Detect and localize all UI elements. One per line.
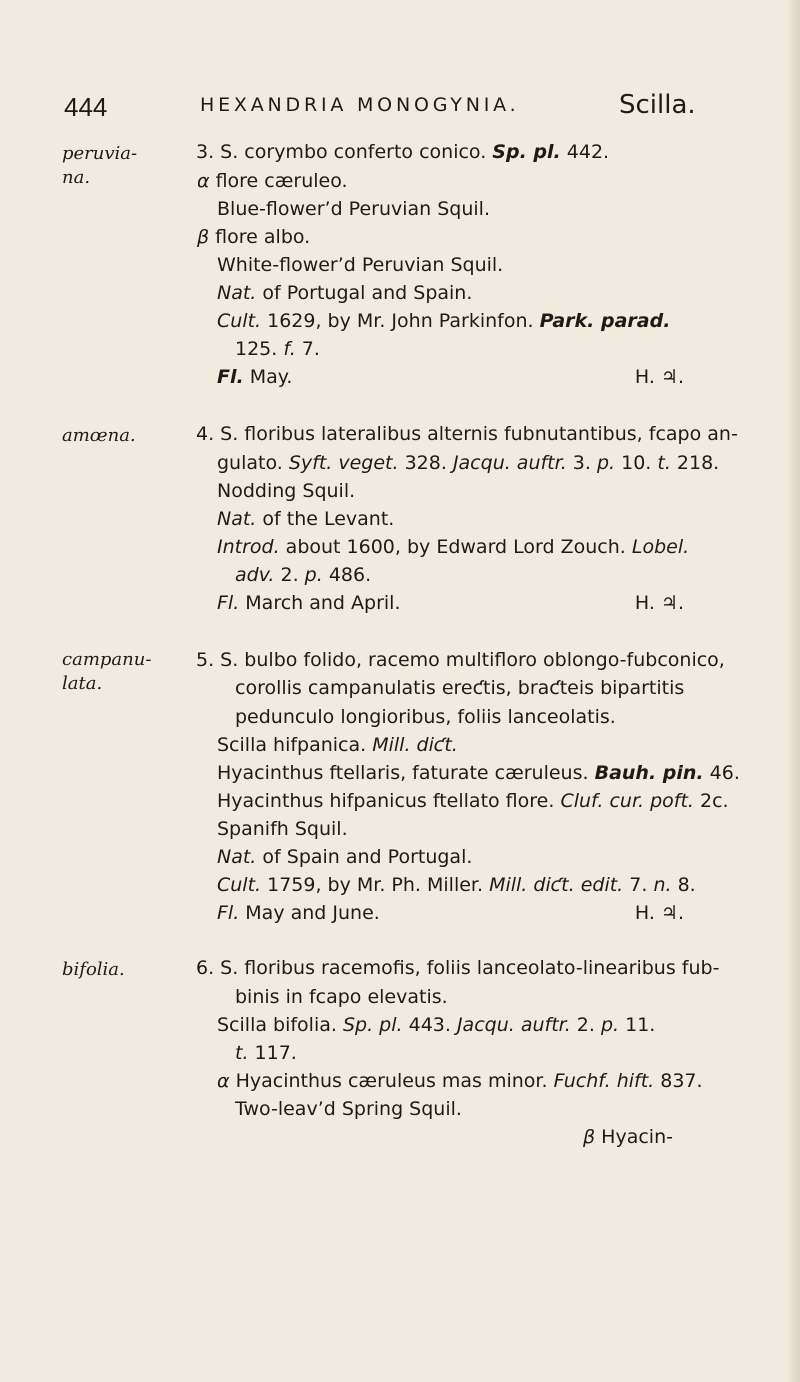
margin-label: amœna. (62, 425, 136, 446)
entry-line: Scilla hifpanica. Mill. diƈt. (217, 734, 458, 756)
entry-line: Cult. 1629, by Mr. John Parkinfon. Park. parad. (217, 310, 671, 332)
entry-line: Nat. of Portugal and Spain. (217, 282, 473, 304)
running-genus: Scilla. (619, 90, 696, 120)
page-edge-shadow (786, 0, 800, 1382)
entry-line: binis in fcapo elevatis. (235, 986, 448, 1008)
entry-line: 5. S. bulbo folido, racemo multifloro oblongo-fubconico, (196, 649, 725, 671)
running-header (0, 92, 800, 132)
margin-label: peruvia- na. (62, 143, 138, 188)
entry-line: 6. S. floribus racemofis, foliis lanceolato-linearibus fub- (196, 957, 720, 979)
entry-line: 3. S. corymbo conferto conico. Sp. pl. 442. (196, 141, 610, 163)
entry-line: α flore cæruleo. (197, 170, 348, 192)
entry-line: Blue-flower’d Peruvian Squil. (217, 198, 491, 220)
entry-line: Scilla bifolia. Sp. pl. 443. Jacqu. auftr. 2. p. 11. (217, 1014, 656, 1036)
entry-line: Nat. of Spain and Portugal. (217, 846, 473, 868)
entry-line: Nodding Squil. (217, 480, 356, 502)
entry-line: White-flower’d Peruvian Squil. (217, 254, 504, 276)
entry-line: adv. 2. p. 486. (235, 564, 372, 586)
entry-line: Introd. about 1600, by Edward Lord Zouch. Lobel. (217, 536, 690, 558)
entry-line: 4. S. floribus lateralibus alternis fubnutantibus, fcapo an- (196, 423, 738, 445)
entry-line: Fl. May and June. H. ♃. (217, 902, 684, 924)
running-title: HEXANDRIA MONOGYNIA. (200, 94, 520, 116)
entry-line: corollis campanulatis ereƈtis, braƈteis bipartitis (235, 677, 685, 699)
entry-line: Nat. of the Levant. (217, 508, 395, 530)
entry-line: Two-leav’d Spring Squil. (235, 1098, 462, 1120)
entry-line: Spanifh Squil. (217, 818, 348, 840)
entry-line: β Hyacin- (583, 1126, 673, 1148)
entry-line: Fl. May. H. ♃. (217, 366, 684, 388)
entry-line: β flore albo. (197, 226, 311, 248)
entry-line: 125. f. 7. (235, 338, 320, 360)
entry-line: α Hyacinthus cæruleus mas minor. Fuchf. hift. 837. (217, 1070, 703, 1092)
margin-label: bifolia. (62, 959, 125, 980)
entry-line: Cult. 1759, by Mr. Ph. Miller. Mill. diƈt. edit. 7. n. 8. (217, 874, 696, 896)
entry-line: pedunculo longioribus, foliis lanceolatis. (235, 706, 616, 728)
entry-line: Fl. March and April. H. ♃. (217, 592, 684, 614)
entry-line: t. 117. (235, 1042, 297, 1064)
margin-label: campanu- lata. (62, 649, 152, 694)
entry-line: Hyacinthus hifpanicus ftellato flore. Cluf. cur. poft. 2c. (217, 790, 729, 812)
page-number: 444 (64, 92, 108, 122)
entry-line: gulato. Syft. veget. 328. Jacqu. auftr. 3. p. 10. t. 218. (217, 452, 720, 474)
entry-line: Hyacinthus ftellaris, faturate cæruleus. Bauh. pin. 46. (217, 762, 740, 784)
